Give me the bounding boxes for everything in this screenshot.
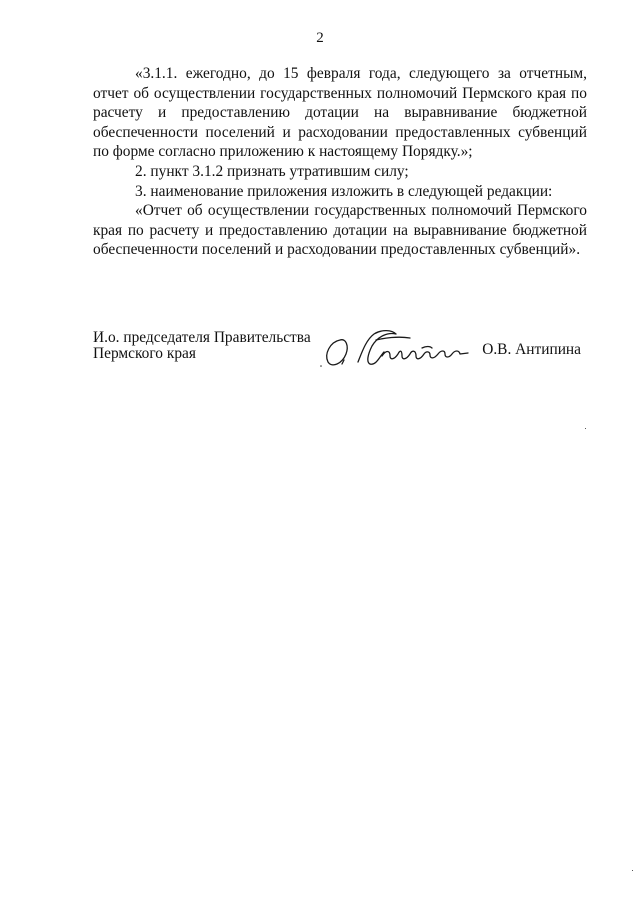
scan-speck bbox=[585, 428, 586, 429]
page-number: 2 bbox=[316, 30, 324, 46]
paragraph-annex-title: «Отчет об осуществлении государственных полномочий Пермского края по расчету и предоставлению дотации на выравнивание бюджетной обеспеченности поселений и расходовании предоставленных субвенций». bbox=[93, 202, 587, 259]
document-body bbox=[93, 64, 587, 260]
paragraph-item-2: 2. пункт 3.1.2 признать утратившим силу; bbox=[135, 162, 409, 180]
signer-title bbox=[93, 330, 311, 362]
signer-title-line1: И.о. председателя Правительства bbox=[93, 329, 311, 346]
scan-speck bbox=[632, 870, 633, 871]
signer-name: О.В. Антипина bbox=[482, 341, 581, 358]
paragraph-item-3: 3. наименование приложения изложить в следующей редакции: bbox=[135, 182, 553, 200]
handwritten-signature bbox=[318, 326, 498, 370]
paragraph-3-1-1: «3.1.1. ежегодно, до 15 февраля года, следующего за отчетным, отчет об осуществлении государственных полномочий Пермского края по расчету и предоставлению дотации на выравнивание бюджетной обеспеченности поселений и расходовании предоставленных субвенций по форме согласно приложению к настоящему Порядку.»; bbox=[93, 65, 587, 161]
signature-block bbox=[93, 330, 587, 380]
signer-title-line2: Пермского края bbox=[93, 345, 196, 362]
